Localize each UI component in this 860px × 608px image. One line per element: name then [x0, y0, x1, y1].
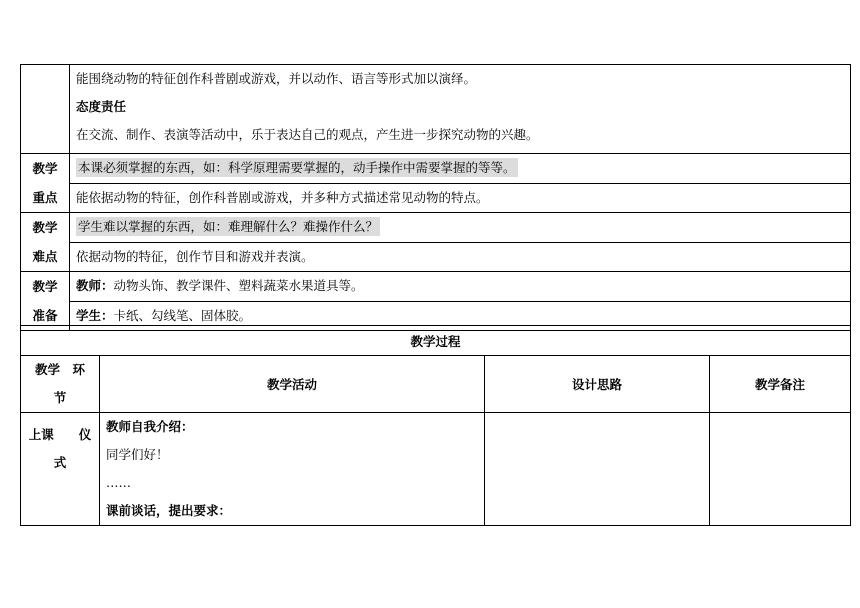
ellipsis-text: ……: [106, 475, 131, 490]
attitude-heading: 态度责任: [76, 99, 127, 114]
opening-stage-cell: [21, 413, 100, 526]
lesson-info-table: [20, 64, 851, 331]
talk-heading: 课前谈话，提出要求：: [106, 503, 232, 518]
difficulties-row-1: [21, 213, 851, 243]
difficulties-label-a: 教学: [32, 220, 58, 235]
difficulties-hint: 学生难以掌握的东西，如：难理解什么？难操作什么？: [78, 219, 379, 235]
teacher-prep-text: 动物头饰、教学课件、塑料蔬菜水果道具等。: [113, 278, 364, 294]
key-points-label: [21, 154, 70, 213]
preparation-label-a: 教学: [32, 279, 58, 294]
stage-header: [21, 356, 100, 413]
key-points-label-b: 重点: [32, 190, 58, 205]
difficulties-label: [21, 213, 70, 272]
difficulties-hint-cell: [70, 213, 851, 243]
difficulties-content: 依据动物的特征，创作节目和游戏并表演。: [70, 242, 851, 272]
teacher-prep-label: 教师：: [76, 278, 114, 294]
process-row-opening: [21, 413, 851, 526]
process-title: 教学过程: [21, 326, 851, 356]
difficulties-row-2: [21, 242, 851, 272]
key-points-content: 能依据动物的特征，创作科普剧或游戏，并多种方式描述常见动物的特点。: [70, 183, 851, 213]
preparation-row-1: [21, 272, 851, 302]
key-points-row-2: [21, 183, 851, 213]
activity-header: 教学活动: [100, 356, 485, 413]
intro-heading: 教师自我介绍：: [106, 419, 194, 434]
key-points-hint: 本课必须掌握的东西，如：科学原理需要掌握的，动手操作中需要掌握的等等。: [78, 160, 516, 176]
greeting-text: 同学们好！: [106, 447, 169, 462]
difficulties-label-b: 难点: [32, 249, 58, 264]
key-points-label-a: 教学: [32, 161, 58, 176]
opening-activity-cell: [100, 413, 485, 526]
objectives-label-cell: [21, 65, 70, 154]
process-header-row: [21, 356, 851, 413]
preparation-label-b: 准备: [32, 308, 58, 323]
objectives-content-cell: [70, 65, 851, 154]
opening-notes-cell: [710, 413, 851, 526]
stage-header-b: 节: [53, 390, 67, 405]
notes-header: 教学备注: [710, 356, 851, 413]
opening-design-cell: [485, 413, 710, 526]
process-title-row: [21, 326, 851, 356]
objective-line-2: 在交流、制作、表演等活动中，乐于表达自己的观点，产生进一步探究动物的兴趣。: [76, 127, 539, 142]
opening-stage-b: 式: [53, 455, 67, 470]
design-header: 设计思路: [485, 356, 710, 413]
key-points-row-1: [21, 154, 851, 184]
student-prep-text: 卡纸、勾线笔、固体胶。: [113, 307, 252, 323]
preparation-label: [21, 272, 70, 331]
key-points-hint-cell: [70, 154, 851, 184]
teaching-process-table: [20, 325, 851, 526]
teacher-prep: [70, 272, 851, 302]
stage-header-a: 教学 环: [34, 362, 85, 377]
student-prep-label: 学生：: [76, 307, 114, 323]
objective-line-1: 能围绕动物的特征创作科普剧或游戏，并以动作、语言等形式加以演绎。: [76, 71, 477, 86]
opening-stage-a: 上课 仪: [28, 427, 92, 442]
objectives-row: [21, 65, 851, 154]
